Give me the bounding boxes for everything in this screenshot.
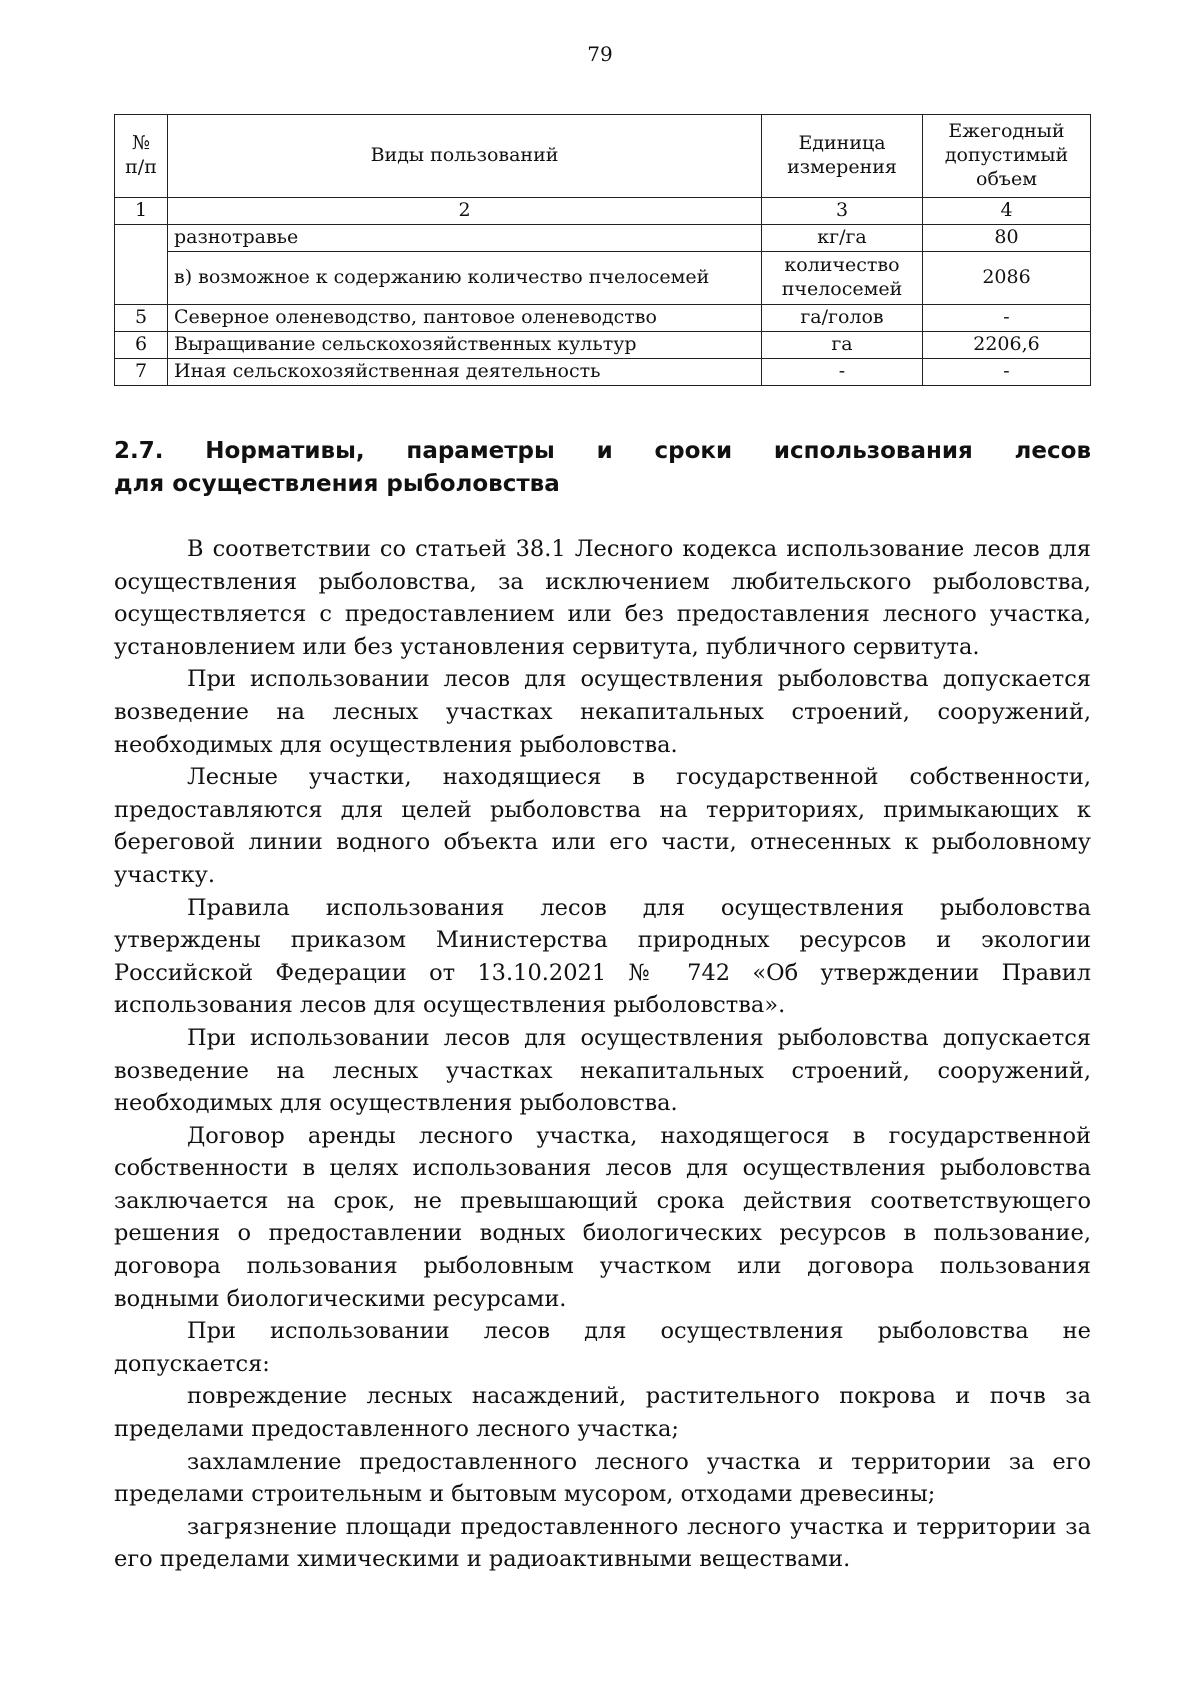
row-unit: - [762,359,923,386]
index-cell: 2 [168,198,762,225]
section-heading [114,435,1091,501]
row-volume: - [923,305,1091,332]
row-num: 7 [115,359,168,386]
row-volume: - [923,359,1091,386]
row-unit: количество пчелосемей [762,252,923,305]
row-num: 5 [115,305,168,332]
row-type: Северное оленеводство, пантовое оленеводство [168,305,762,332]
table-header-row [115,115,1091,198]
row-num: 6 [115,332,168,359]
row-unit: кг/га [762,225,923,252]
header-unit: Единица измерения [762,115,923,198]
table-row [115,305,1091,332]
section-heading-line1: 2.7. Нормативы, параметры и сроки использования лесов [114,438,1091,464]
table-row [115,332,1091,359]
header-num: № п/п [115,115,168,198]
header-volume: Ежегодный допустимый объем [923,115,1091,198]
paragraph: Лесные участки, находящиеся в государственной собственности, предоставляются для целей рыболовства на территориях, примыкающих к береговой линии водного объекта или его части, отнесенных к рыболовному участку. [114,764,1091,888]
table-row [115,225,1091,252]
paragraph: Правила использования лесов для осуществления рыболовства утверждены приказом Министерства природных ресурсов и экологии Российской Федерации от 13.10.2021 № 742 «Об утверждении Правил использования лесов для осуществления рыболовства». [114,894,1091,1019]
row-volume: 2086 [923,252,1091,305]
index-cell: 1 [115,198,168,225]
body-text [114,533,1091,1576]
row-unit: га [762,332,923,359]
paragraph: При использовании лесов для осуществления рыболовства допускается возведение на лесных участках некапитальных строений, сооружений, необходимых для осуществления рыболовства. [114,666,1091,758]
paragraph: захламление предоставленного лесного участка и территории за его пределами строительным и бытовым мусором, отходами древесины; [114,1448,1091,1508]
index-cell: 4 [923,198,1091,225]
table-row [115,252,1091,305]
paragraph: Договор аренды лесного участка, находящегося в государственной собственности в целях использования лесов для осуществления рыболовства заключается на срок, не превышающий срока действия соответствующего решения о предоставлении водных биологических ресурсов в пользование, договора пользования рыболовным участком или договора пользования водными биологическими ресурсами. [114,1122,1091,1312]
table-row [115,359,1091,386]
row-type: разнотравье [168,225,762,252]
paragraph: повреждение лесных насаждений, растительного покрова и почв за пределами предоставленного лесного участка; [114,1383,1091,1443]
row-volume: 80 [923,225,1091,252]
table-index-row [115,198,1091,225]
paragraph: При использовании лесов для осуществления рыболовства допускается возведение на лесных участках некапитальных строений, сооружений, необходимых для осуществления рыболовства. [114,1024,1091,1117]
row-type: Иная сельскохозяйственная деятельность [168,359,762,386]
paragraph: При использовании лесов для осуществления рыболовства не допускается: [114,1318,1091,1377]
page-number: 79 [587,42,613,66]
row-unit: га/голов [762,305,923,332]
row-volume: 2206,6 [923,332,1091,359]
header-type: Виды пользований [168,115,762,198]
row-num-merged [115,225,168,305]
paragraph: В соответствии со статьей 38.1 Лесного кодекса использование лесов для осуществления рыболовства, за исключением любительского рыболовства, осуществляется с предоставлением или без предоставления лесного участка, установлением или без установления сервитута, публичного сервитута. [114,536,1091,660]
row-type: Выращивание сельскохозяйственных культур [168,332,762,359]
usage-table [114,114,1091,386]
row-type: в) возможное к содержанию количество пчелосемей [168,252,762,305]
paragraph: загрязнение площади предоставленного лесного участка и территории за его пределами химическими и радиоактивными веществами. [114,1513,1091,1573]
index-cell: 3 [762,198,923,225]
section-heading-line2: для осуществления рыболовства [114,471,560,497]
